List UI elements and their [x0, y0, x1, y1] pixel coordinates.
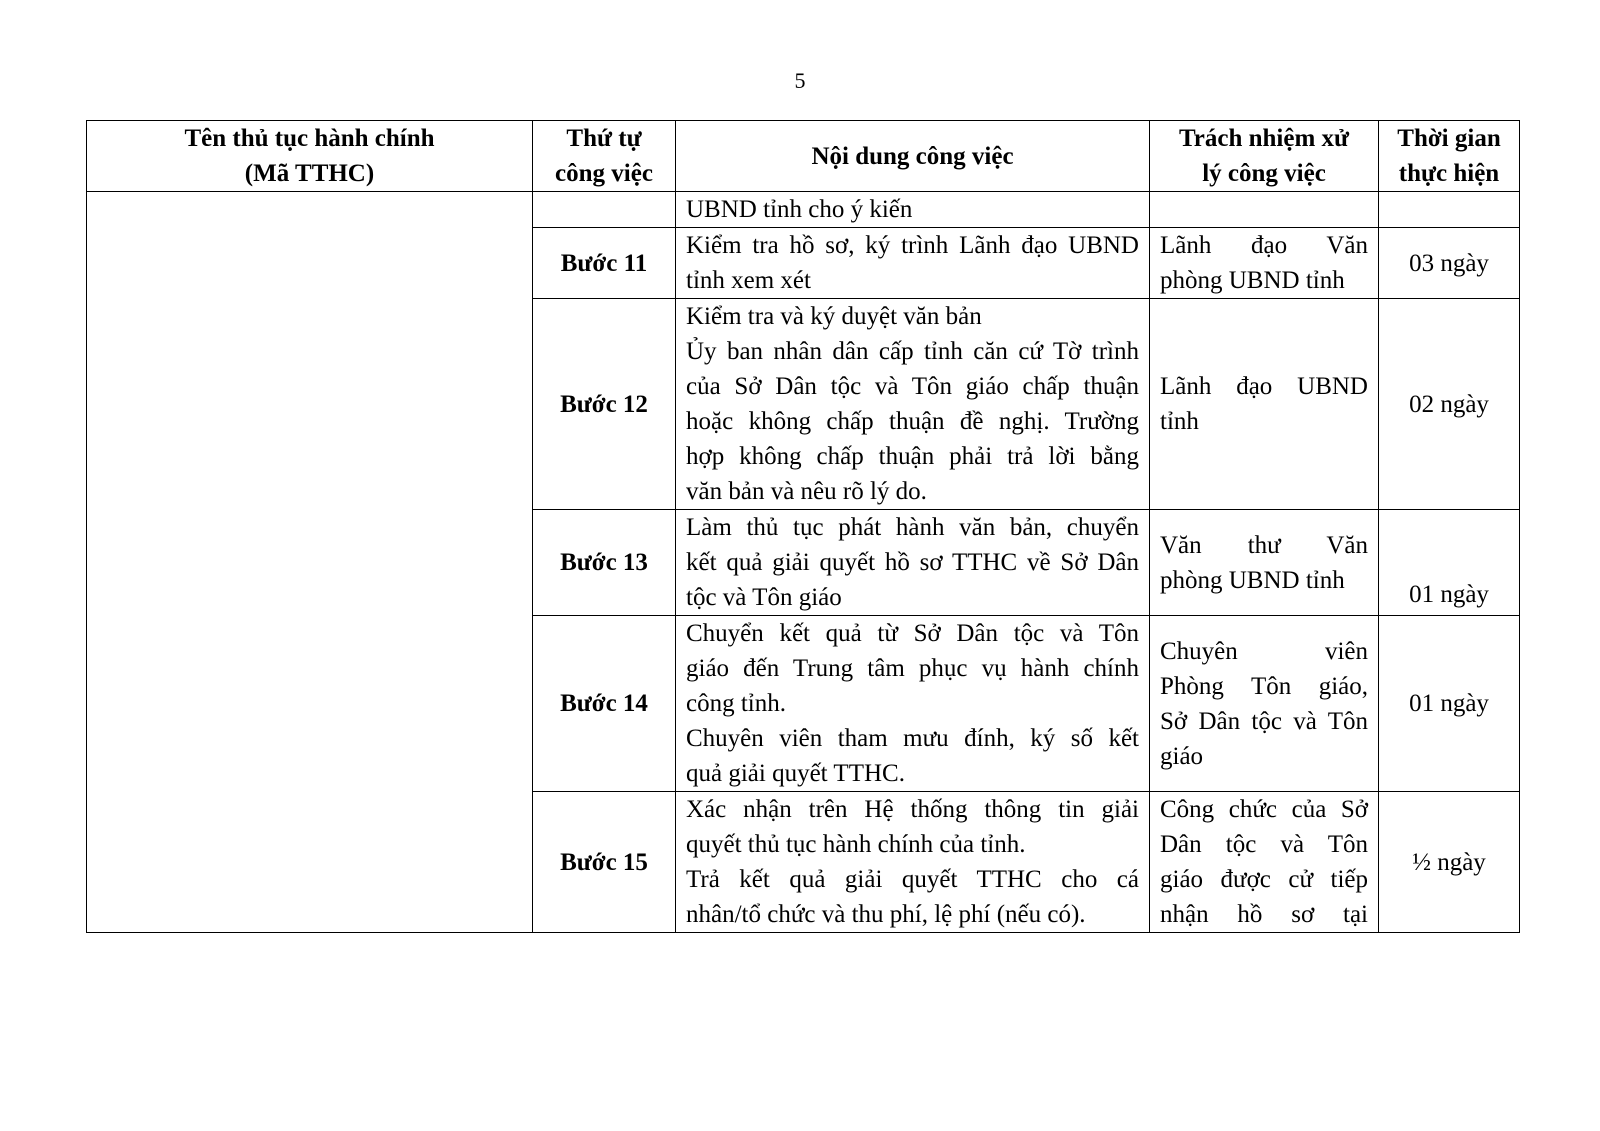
page-number: 5 [794, 68, 806, 93]
time-cell: 01 ngày [1379, 510, 1520, 616]
content-line: Chuyển kết quả từ Sở Dân tộc và Tôn [686, 620, 1139, 647]
responsibility-line: phòng UBND tỉnh [1160, 267, 1345, 294]
step-cell: Bước 13 [533, 510, 676, 616]
content-line: Kiểm tra và ký duyệt văn bản [686, 303, 982, 330]
responsibility-line: Chuyên viên [1160, 637, 1368, 665]
time-cell: 03 ngày [1379, 228, 1520, 299]
content-line: UBND tỉnh cho ý kiến [686, 196, 913, 223]
header-procedure [87, 121, 533, 192]
step-cell: Bước 11 [533, 228, 676, 299]
header-order-line: công việc [555, 160, 653, 187]
content-cell [676, 792, 1150, 933]
time-cell: ½ ngày [1379, 792, 1520, 933]
time-cell [1379, 192, 1520, 228]
responsibility-line: Văn thư Văn [1160, 531, 1368, 559]
responsibility-cell [1150, 228, 1379, 299]
content-line: quyết thủ tục hành chính của tỉnh. [686, 831, 1026, 858]
content-line: văn bản và nêu rõ lý do. [686, 478, 927, 505]
table-row [87, 192, 1520, 228]
responsibility-line: Dân tộc và Tôn [1160, 831, 1368, 858]
responsibility-line: tỉnh [1160, 408, 1199, 435]
responsibility-line: giáo được cử tiếp [1160, 866, 1368, 893]
header-responsibility-line: Trách nhiệm xử [1178, 125, 1350, 152]
content-cell [676, 192, 1150, 228]
content-cell [676, 616, 1150, 792]
content-line: Ủy ban nhân dân cấp tỉnh căn cứ Tờ trình [686, 338, 1139, 365]
header-content-label: Nội dung công việc [811, 142, 1014, 170]
header-procedure-line: Tên thủ tục hành chính [184, 125, 435, 152]
responsibility-cell [1150, 510, 1379, 616]
header-content [676, 121, 1150, 192]
procedure-name-cell [87, 192, 533, 933]
time-cell: 01 ngày [1379, 616, 1520, 792]
content-cell [676, 510, 1150, 616]
procedure-table [86, 120, 1520, 933]
content-line: công tỉnh. [686, 690, 786, 717]
content-line: hoặc không chấp thuận đề nghị. Trường [686, 408, 1139, 435]
header-time-line: Thời gian [1397, 125, 1501, 152]
content-line: nhân/tổ chức và thu phí, lệ phí (nếu có). [686, 901, 1086, 928]
responsibility-line: phòng UBND tỉnh [1160, 566, 1345, 594]
responsibility-line: Công chức của Sở [1160, 796, 1368, 823]
content-line: của Sở Dân tộc và Tôn giáo chấp thuận [686, 373, 1139, 400]
header-order [533, 121, 676, 192]
content-line: Xác nhận trên Hệ thống thông tin giải [686, 796, 1139, 823]
responsibility-line: Lãnh đạo UBND [1160, 373, 1368, 400]
content-line: giáo đến Trung tâm phục vụ hành chính [686, 655, 1139, 682]
content-line: hợp không chấp thuận phải trả lời bằng [686, 443, 1139, 470]
content-line: Trả kết quả giải quyết TTHC cho cá [686, 866, 1139, 893]
content-cell [676, 299, 1150, 510]
content-line: quả giải quyết TTHC. [686, 760, 905, 787]
responsibility-line: Lãnh đạo Văn [1160, 232, 1368, 259]
header-time [1379, 121, 1520, 192]
header-responsibility-line: lý công việc [1202, 160, 1326, 187]
step-cell: Bước 15 [533, 792, 676, 933]
header-procedure-code: (Mã TTHC) [244, 160, 375, 187]
table-header-row [87, 121, 1520, 192]
content-line: Kiểm tra hồ sơ, ký trình Lãnh đạo UBND [686, 232, 1139, 259]
content-line: tộc và Tôn giáo [686, 584, 842, 611]
responsibility-line: Sở Dân tộc và Tôn [1160, 707, 1368, 735]
responsibility-line: giáo [1160, 742, 1204, 770]
content-line: Chuyên viên tham mưu đính, ký số kết [686, 725, 1139, 752]
responsibility-cell [1150, 792, 1379, 933]
content-line: tỉnh xem xét [686, 267, 811, 294]
step-cell [533, 192, 676, 228]
header-responsibility [1150, 121, 1379, 192]
header-order-line: Thứ tự [566, 125, 642, 152]
header-time-line: thực hiện [1398, 160, 1500, 187]
responsibility-cell [1150, 299, 1379, 510]
content-line: kết quả giải quyết hồ sơ TTHC về Sở Dân [686, 549, 1139, 576]
responsibility-line: Phòng Tôn giáo, [1160, 672, 1368, 700]
step-cell: Bước 12 [533, 299, 676, 510]
content-cell [676, 228, 1150, 299]
responsibility-cell [1150, 616, 1379, 792]
step-cell: Bước 14 [533, 616, 676, 792]
responsibility-line: nhận hồ sơ tại [1160, 901, 1368, 928]
responsibility-cell [1150, 192, 1379, 228]
content-line: Làm thủ tục phát hành văn bản, chuyển [686, 514, 1139, 541]
time-cell: 02 ngày [1379, 299, 1520, 510]
